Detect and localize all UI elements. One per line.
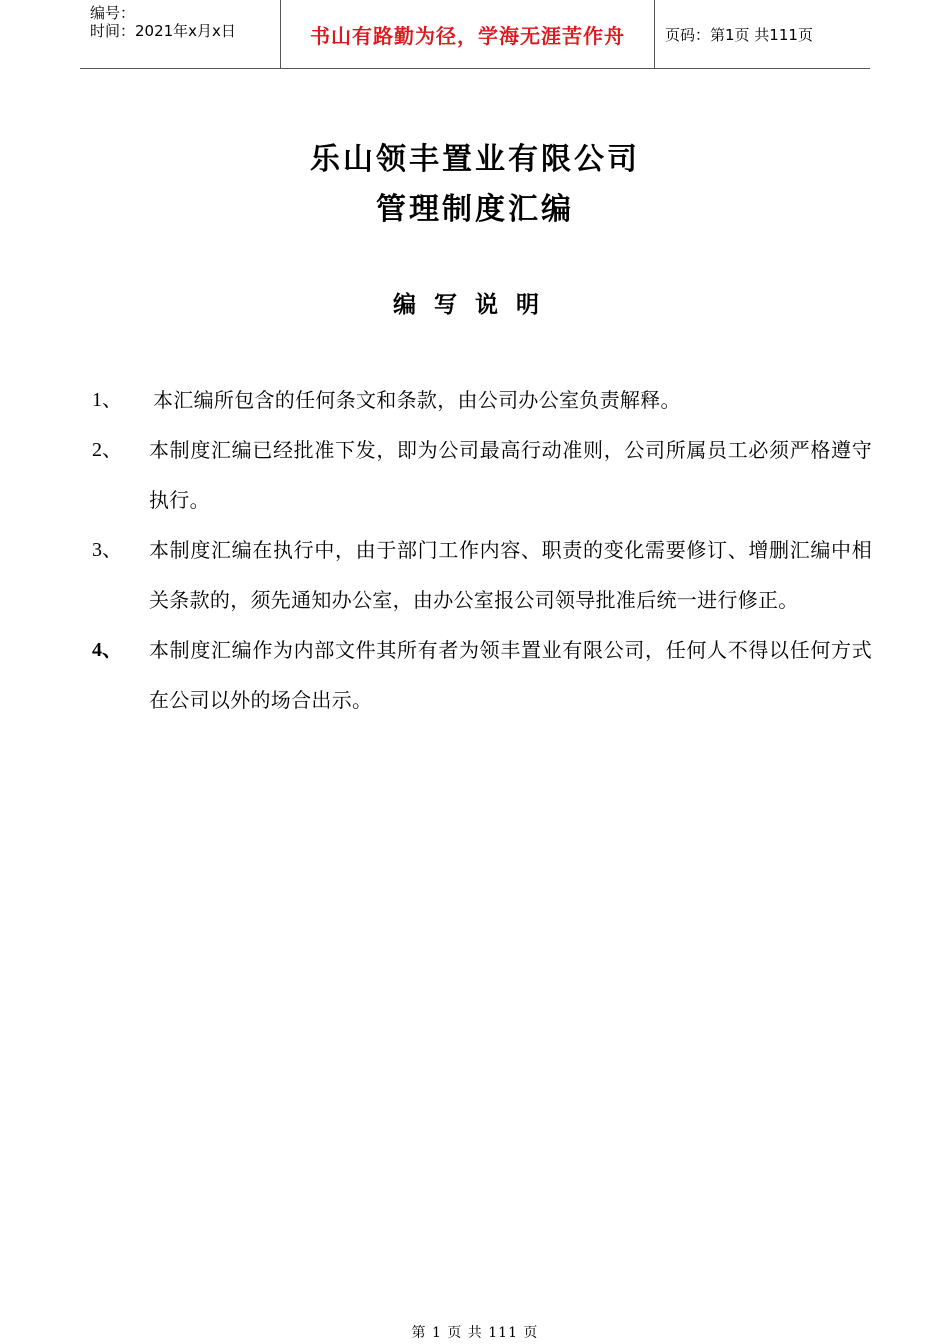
item-number: 3、 <box>92 539 122 561</box>
page-header <box>80 0 870 69</box>
header-meta <box>80 0 281 68</box>
page-footer: 第 1 页 共 111 页 <box>411 1325 539 1341</box>
document-title-line2: 管理制度汇编 <box>376 192 574 227</box>
document-title-line1: 乐山领丰置业有限公司 <box>310 142 640 177</box>
item-text: 本制度汇编已经批准下发，即为公司最高行动准则，公司所属员工必须严格遵守执行。 <box>149 438 872 512</box>
item-text: 本汇编所包含的任何条文和条款，由公司办公室负责解释。 <box>153 388 681 412</box>
serial-label: 编号： <box>90 4 136 22</box>
section-subtitle: 编写说明 <box>393 292 557 318</box>
item-text: 本制度汇编在执行中，由于部门工作内容、职责的变化需要修订、增删汇编中相关条款的，须先通知办公室，由办公室报公司领导批准后统一进行修正。 <box>149 538 872 612</box>
item-number: 4、 <box>92 639 122 661</box>
time-label: 时间：2021年x月x日 <box>90 22 236 40</box>
list-item <box>92 375 872 425</box>
header-motto: 书山有路勤为径，学海无涯苦作舟 <box>281 0 655 68</box>
header-page-info: 页码：第1页 共111页 <box>665 25 813 44</box>
item-number: 1、 <box>92 389 122 411</box>
item-text: 本制度汇编作为内部文件其所有者为领丰置业有限公司，任何人不得以任何方式在公司以外的场合出示。 <box>149 638 872 712</box>
list-item <box>92 625 872 725</box>
item-number: 2、 <box>92 439 122 461</box>
list-item <box>92 525 872 625</box>
instructions-list <box>92 375 872 725</box>
list-item <box>92 425 872 525</box>
